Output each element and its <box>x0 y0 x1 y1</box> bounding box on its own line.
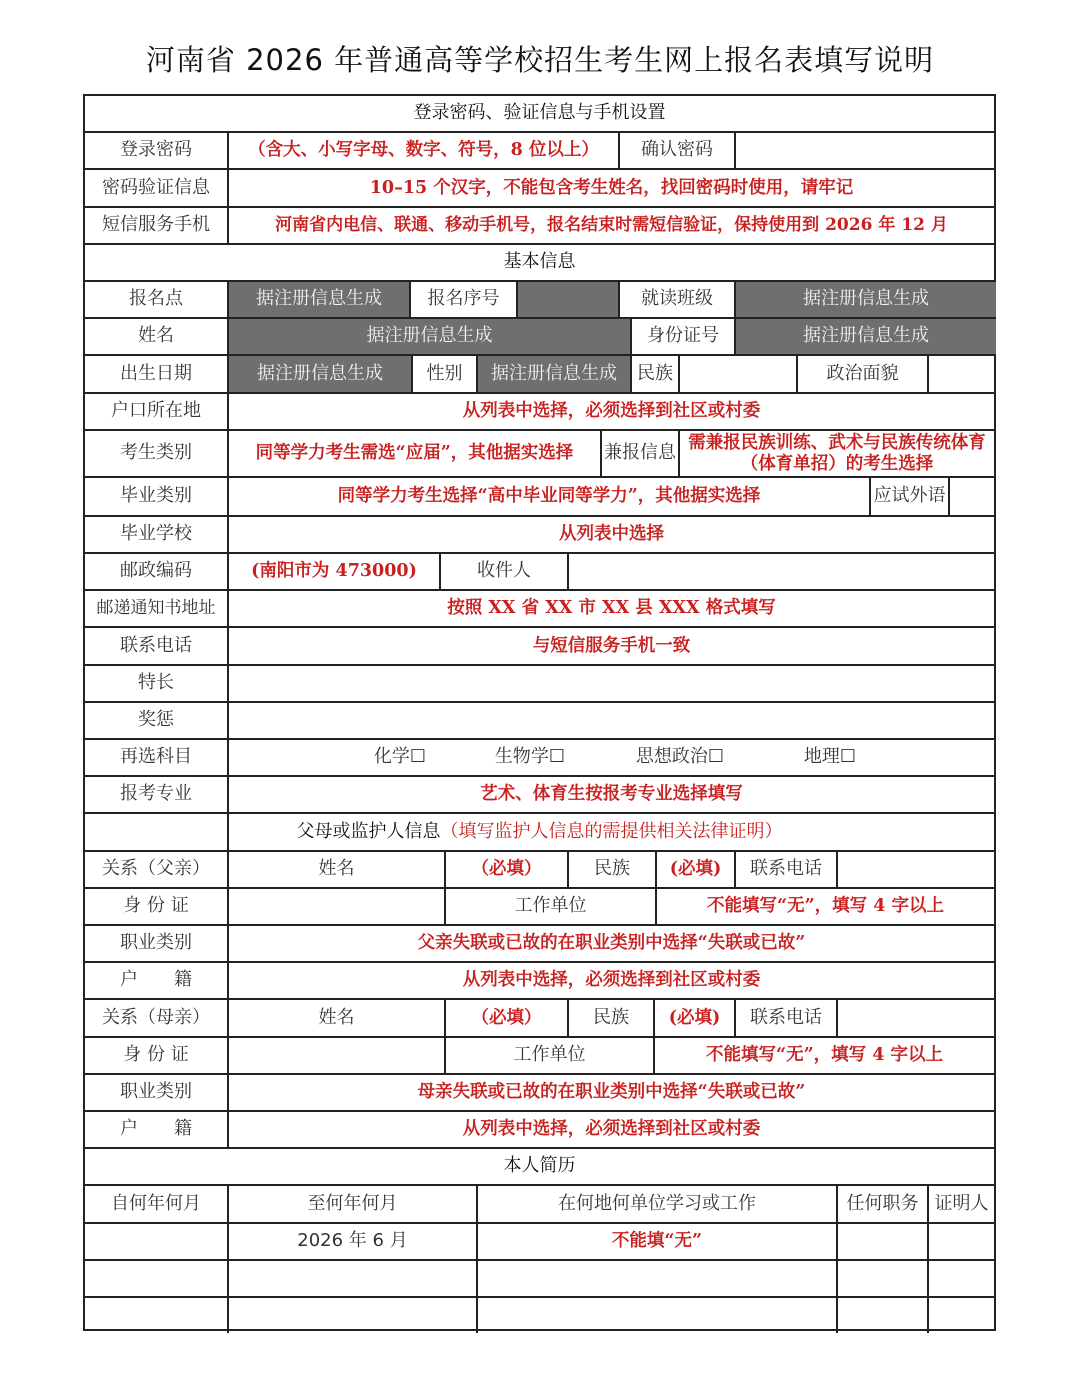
mother-huji-note: 从列表中选择，必须选择到社区或村委 <box>462 1119 761 1140</box>
mother-name-required: （必填） <box>471 1007 542 1028</box>
name-label: 姓名 <box>138 325 174 347</box>
subject-geography-checkbox[interactable]: 地理☐ <box>803 746 857 768</box>
sms-label: 短信服务手机 <box>102 214 210 236</box>
resume-to-header: 至何年何月 <box>307 1192 398 1214</box>
major-label: 报考专业 <box>120 783 192 805</box>
gender-label: 性别 <box>426 362 463 384</box>
ethnic-label: 民族 <box>637 362 673 384</box>
guardian-header-note: （填写监护人信息的需提供相关法律证明） <box>440 820 783 842</box>
password-note: （含大、小写字母、数字、符号，8 位以上） <box>248 140 599 161</box>
mother-idcard-label: 身 份 证 <box>123 1044 189 1066</box>
resume-post-header: 任何职务 <box>846 1192 919 1214</box>
birth-label: 出生日期 <box>120 362 192 384</box>
guardian-header-text: 父母或监护人信息 <box>296 820 441 842</box>
extra-label: 兼报信息 <box>604 442 676 464</box>
birth-auto: 据注册信息生成 <box>229 356 411 392</box>
row-line <box>85 1296 994 1298</box>
father-job-note: 父亲失联或已故的在职业类别中选择“失联或已故” <box>417 933 806 954</box>
father-job-label: 职业类别 <box>120 932 192 954</box>
school-label: 毕业学校 <box>120 523 192 545</box>
col-line <box>567 552 569 589</box>
mother-name-label: 姓名 <box>318 1006 355 1028</box>
phone-note: 与短信服务手机一致 <box>532 635 691 656</box>
name-auto: 据注册信息生成 <box>229 319 630 354</box>
postcode-label: 邮政编码 <box>120 560 192 582</box>
father-ethnic-label: 民族 <box>594 858 630 880</box>
father-name-required: （必填） <box>471 859 542 880</box>
father-huji-note: 从列表中选择，必须选择到社区或村委 <box>462 970 761 991</box>
foreign-label: 应试外语 <box>873 485 946 507</box>
signup-site-label: 报名点 <box>129 288 183 310</box>
resume-witness-header: 证明人 <box>934 1192 989 1214</box>
postcode-note: (南阳市为 473000) <box>251 561 417 582</box>
class-label: 就读班级 <box>641 288 713 310</box>
hukou-label: 户口所在地 <box>111 400 201 422</box>
form-title: 河南省 2026 年普通高等学校招生考生网上报名表填写说明 <box>145 43 935 77</box>
address-note: 按照 XX 省 XX 市 XX 县 XXX 格式填写 <box>447 598 776 619</box>
father-huji-label: 户 籍 <box>120 969 192 991</box>
grad-type-label: 毕业类别 <box>120 485 192 507</box>
hukou-note: 从列表中选择，必须选择到社区或村委 <box>462 401 761 422</box>
school-note: 从列表中选择 <box>559 524 664 545</box>
resume-from-header: 自何年何月 <box>111 1192 201 1214</box>
mother-job-note: 母亲失联或已故的在职业类别中选择“失联或已故” <box>417 1082 806 1103</box>
political-label: 政治面貌 <box>826 362 899 384</box>
col-line <box>836 850 838 887</box>
extra-note: 需兼报民族训练、武术与民族传统体育（体育单招）的考生选择 <box>688 433 986 474</box>
talent-label: 特长 <box>138 672 174 694</box>
mother-ethnic-label: 民族 <box>593 1006 629 1028</box>
signup-site-auto: 据注册信息生成 <box>229 282 409 317</box>
major-note: 艺术、体育生按报考专业选择填写 <box>480 784 743 805</box>
serial-label: 报名序号 <box>427 288 500 310</box>
mother-huji-label: 户 籍 <box>120 1118 192 1140</box>
resume-where-note: 不能填“无” <box>611 1231 703 1252</box>
category-label: 考生类别 <box>120 442 192 464</box>
section-resume-header: 本人简历 <box>503 1155 576 1177</box>
registration-form <box>83 94 996 1331</box>
mother-relation-label: 关系（母亲） <box>102 1006 210 1028</box>
father-relation-label: 关系（父亲） <box>102 858 210 880</box>
father-phone-label: 联系电话 <box>750 858 822 880</box>
col-line <box>836 998 838 1036</box>
col-line <box>948 476 950 515</box>
subject-biology-checkbox[interactable]: 生物学☐ <box>494 746 566 768</box>
section-login-header: 登录密码、验证信息与手机设置 <box>413 102 666 124</box>
mother-phone-label: 联系电话 <box>750 1006 822 1028</box>
verify-label: 密码验证信息 <box>102 176 210 198</box>
sms-note: 河南省内电信、联通、移动手机号，报名结束时需短信验证，保持使用到 2026 年 12 月 <box>275 214 948 235</box>
section-guardian-header <box>85 814 994 850</box>
col-line <box>734 131 736 168</box>
subject-chemistry-checkbox[interactable]: 化学☐ <box>373 746 427 768</box>
row-line <box>85 1259 994 1261</box>
subject-politics-checkbox[interactable]: 思想政治☐ <box>635 746 725 768</box>
receiver-label: 收件人 <box>477 560 531 582</box>
reward-label: 奖惩 <box>138 709 174 731</box>
mother-work-label: 工作单位 <box>513 1044 586 1066</box>
phone-label: 联系电话 <box>120 634 192 656</box>
father-ethnic-required: (必填) <box>669 859 722 880</box>
grad-type-note: 同等学力考生选择“高中毕业同等学力”，其他据实选择 <box>337 486 761 507</box>
section-basic-header: 基本信息 <box>503 251 576 273</box>
idcard-label: 身份证号 <box>647 325 719 347</box>
mother-job-label: 职业类别 <box>120 1081 192 1103</box>
verify-note: 10–15 个汉字，不能包含考生姓名，找回密码时使用，请牢记 <box>369 177 854 198</box>
resume-to-value: 2026 年 6 月 <box>297 1230 408 1252</box>
resume-where-header: 在何地何单位学习或工作 <box>558 1192 756 1214</box>
confirm-password-label: 确认密码 <box>641 139 713 161</box>
subjects-label: 再选科目 <box>120 746 192 768</box>
serial-auto <box>518 282 618 317</box>
col-line <box>678 354 680 392</box>
father-work-label: 工作单位 <box>514 895 587 917</box>
col-line <box>927 354 929 392</box>
gender-auto: 据注册信息生成 <box>478 356 630 392</box>
father-work-note: 不能填写“无”，填写 4 字以上 <box>707 896 944 917</box>
father-idcard-label: 身 份 证 <box>123 895 189 917</box>
category-note: 同等学力考生需选“应届”，其他据实选择 <box>255 443 574 464</box>
father-name-label: 姓名 <box>318 858 355 880</box>
mother-ethnic-required: (必填) <box>668 1007 721 1028</box>
idcard-auto: 据注册信息生成 <box>736 319 996 354</box>
class-auto: 据注册信息生成 <box>736 282 996 317</box>
address-label: 邮递通知书地址 <box>96 597 216 618</box>
password-label: 登录密码 <box>120 139 192 161</box>
mother-work-note: 不能填写“无”，填写 4 字以上 <box>706 1045 943 1066</box>
